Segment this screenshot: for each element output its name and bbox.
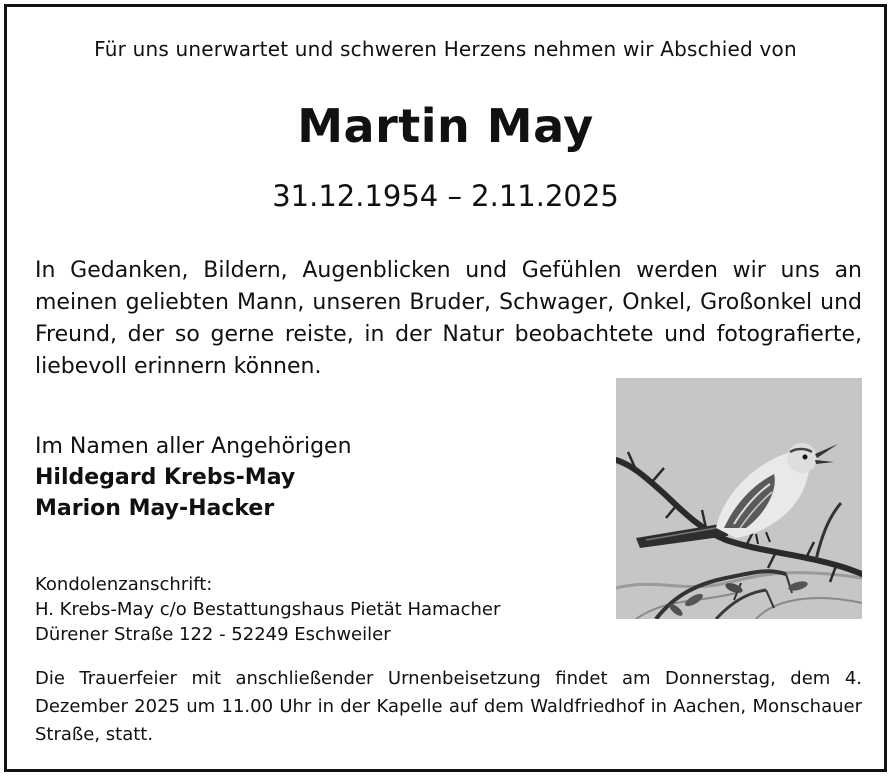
ceremony-info: Die Trauerfeier mit anschließender Urnenbeisetzung findet am Donnerstag, dem 4. Dezember 2025 um 11.00 Uhr in der Kapelle auf dem Waldfriedhof in Aachen, Monschauer Straße, statt. xyxy=(35,668,862,745)
signers-heading: Im Namen aller Angehörigen xyxy=(35,434,352,459)
condolence-address xyxy=(35,572,500,647)
signer-name: Marion May-Hacker xyxy=(35,496,275,521)
bird-photo xyxy=(616,378,862,619)
songbird-on-branch-icon xyxy=(616,378,862,619)
signers-block xyxy=(35,431,352,524)
condolence-line: H. Krebs-May c/o Bestattungshaus Pietät Hamacher xyxy=(35,599,501,620)
life-dates: 31.12.1954 – 2.11.2025 xyxy=(272,179,619,213)
obituary-notice xyxy=(4,4,887,772)
intro-text: Für uns unerwartet und schweren Herzens nehmen wir Abschied von xyxy=(94,37,797,61)
signer-name: Hildegard Krebs-May xyxy=(35,465,296,490)
deceased-name: Martin May xyxy=(297,99,594,153)
tribute-text: In Gedanken, Bildern, Augenblicken und Gefühlen werden wir uns an meinen geliebten Mann, unseren Bruder, Schwager, Onkel, Großonkel und Freund, der so gerne reiste, in der Natur beobachtete und fotografierte, liebevoll erinnern können. xyxy=(35,258,862,379)
condolence-label: Kondolenzanschrift: xyxy=(35,574,213,595)
condolence-line: Dürener Straße 122 - 52249 Eschweiler xyxy=(35,624,391,645)
